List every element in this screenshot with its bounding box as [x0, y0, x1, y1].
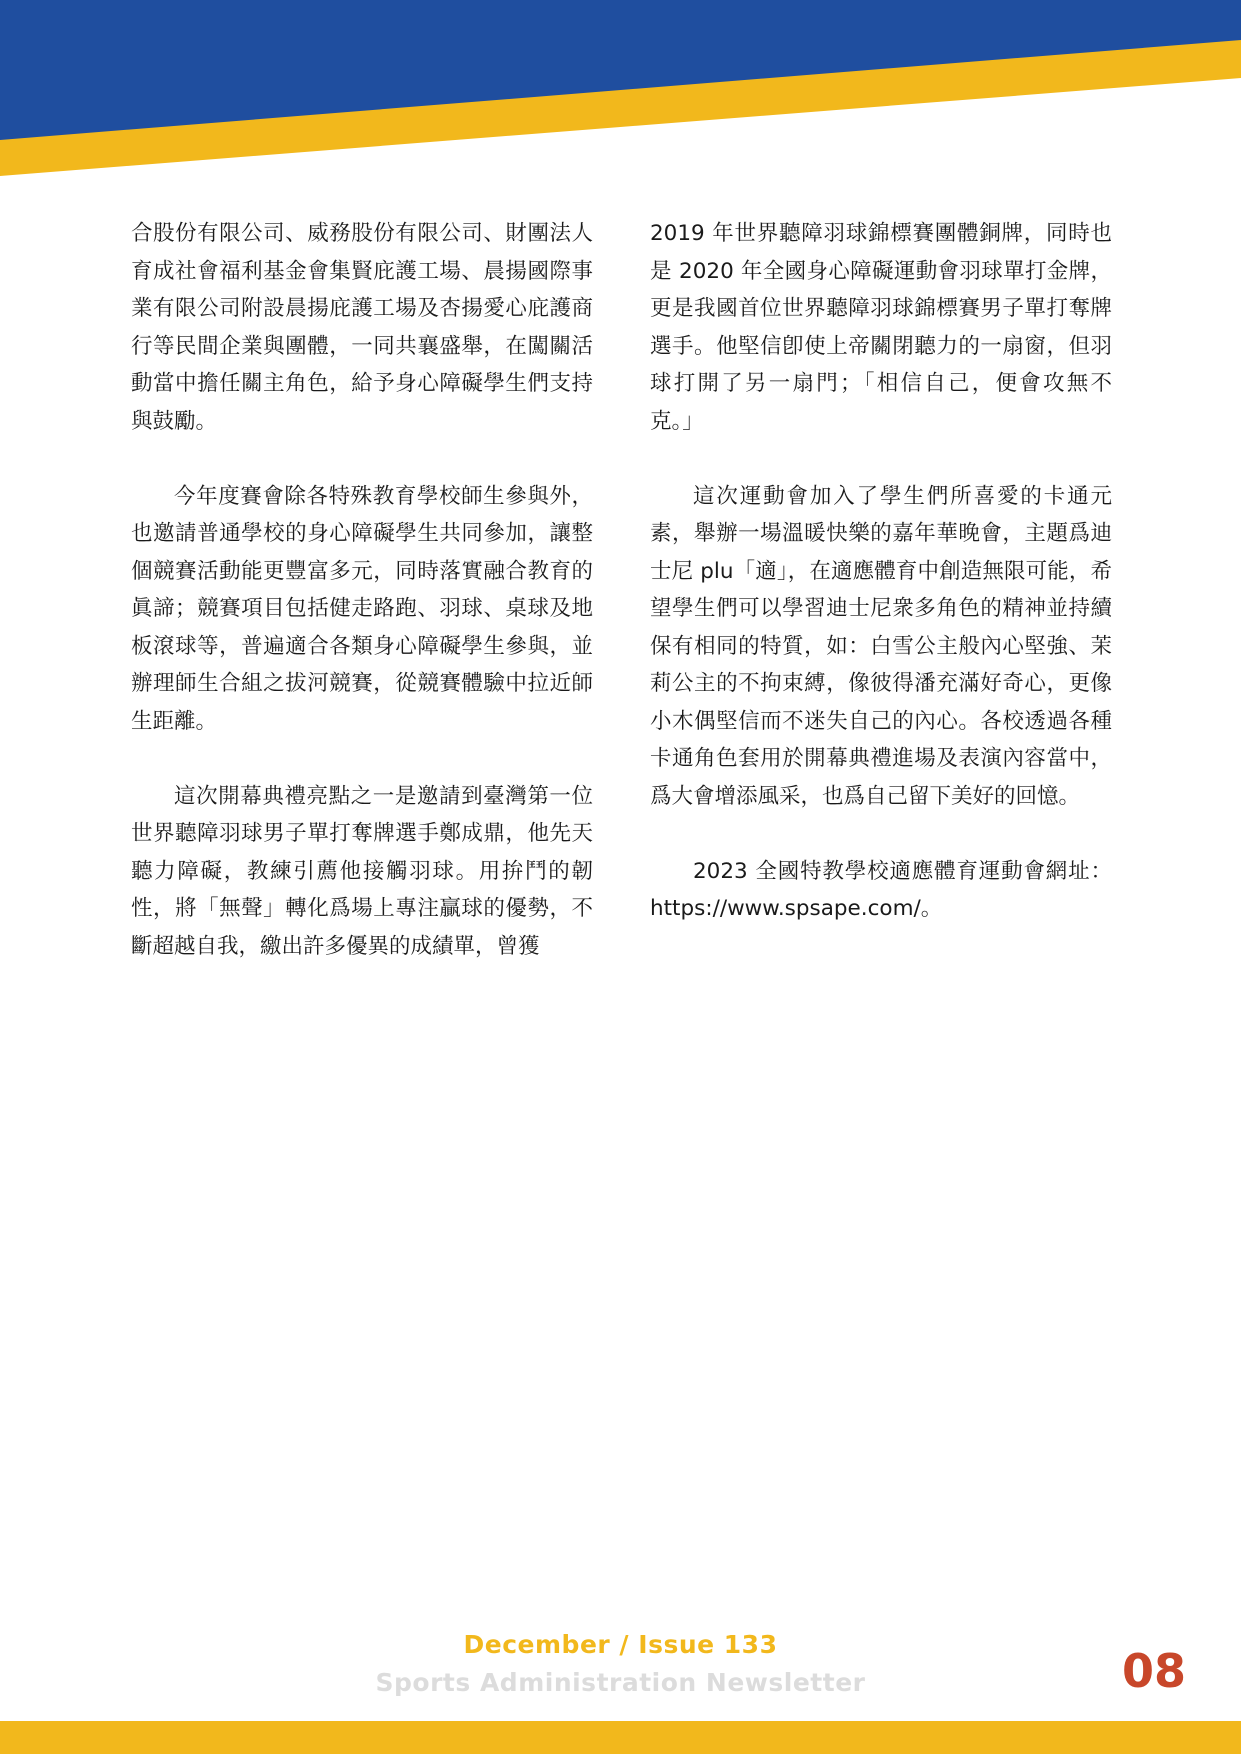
article-paragraph: 今年度賽會除各特殊教育學校師生參與外，也邀請普通學校的身心障礙學生共同參加，讓整個競賽活動能更豐富多元，同時落實融合教育的眞諦；競賽項目包括健走路跑、羽球、桌球及地板滾球等，普遍適合各類身心障礙學生參與，並辦理師生合組之拔河競賽，從競賽體驗中拉近師生距離。: [131, 483, 593, 734]
article-column-left: [131, 215, 593, 1003]
article-paragraph: 2019 年世界聽障羽球錦標賽團體銅牌，同時也是 2020 年全國身心障礙運動會羽球單打金牌，更是我國首位世界聽障羽球錦標賽男子單打奪牌選手。他堅信卽使上帝關閉聽力的一扇窗，但羽球打開了另一扇門；「相信自己，便會攻無不克。」: [650, 221, 1112, 434]
article-paragraph: 這次開幕典禮亮點之一是邀請到臺灣第一位世界聽障羽球男子單打奪牌選手鄭成鼎，他先天聽力障礙，教練引薦他接觸羽球。用拚鬥的韌性，將「無聲」轉化爲場上專注贏球的優勢，不斷超越自我，繳出許多優異的成績單，曾獲: [131, 783, 593, 959]
article-column-right: [650, 215, 1112, 965]
article-paragraph: 合股份有限公司、威務股份有限公司、財團法人育成社會福利基金會集賢庇護工場、晨揚國際事業有限公司附設晨揚庇護工場及杏揚愛心庇護商行等民間企業與團體，一同共襄盛舉，在闖關活動當中擔任關主角色，給予身心障礙學生們支持與鼓勵。: [131, 221, 593, 434]
footer-newsletter-title: Sports Administration Newsletter: [375, 1668, 866, 1697]
page-number: 08: [1121, 1644, 1186, 1698]
header-decoration: [0, 0, 1241, 180]
article-paragraph: 2023 全國特教學校適應體育運動會網址：https://www.spsape.com/。: [650, 858, 1112, 921]
article-paragraph: 這次運動會加入了學生們所喜愛的卡通元素，舉辦一場溫暖快樂的嘉年華晚會，主題爲迪士尼 plu「適」，在適應體育中創造無限可能，希望學生們可以學習迪士尼衆多角色的精神並持續保有相同的特質，如：白雪公主般內心堅強、茉莉公主的不拘束縛，像彼得潘充滿好奇心，更像小木偶堅信而不迷失自己的內心。各校透過各種卡通角色套用於開幕典禮進場及表演內容當中，爲大會增添風采，也爲自己留下美好的回憶。: [650, 483, 1112, 809]
footer-band: [0, 1721, 1241, 1754]
footer-issue: December / Issue 133: [463, 1630, 778, 1659]
